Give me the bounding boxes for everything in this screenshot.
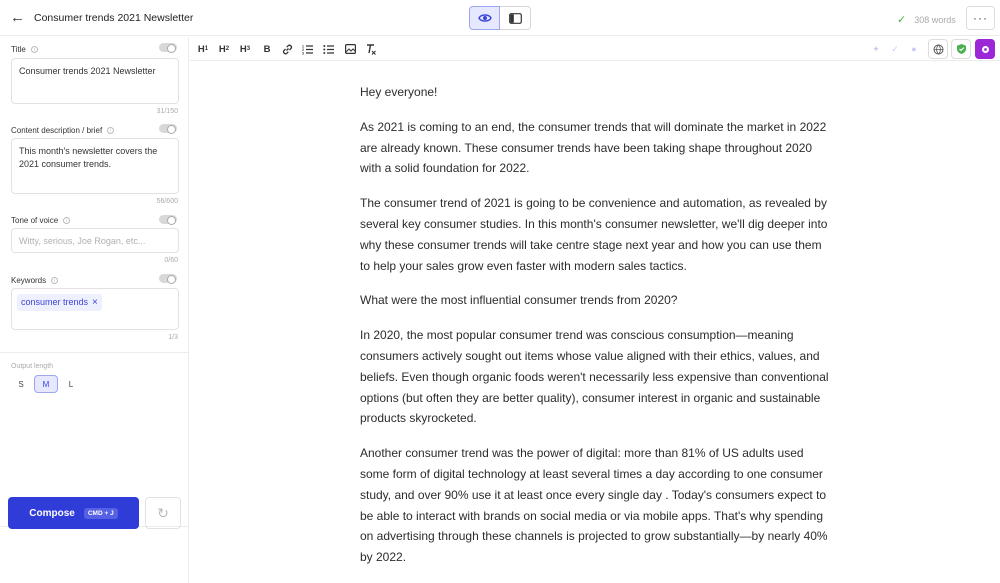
compose-button[interactable]	[8, 497, 139, 529]
length-option-m[interactable]: M	[34, 375, 58, 393]
length-option-s[interactable]: S	[18, 379, 24, 389]
image-icon[interactable]	[343, 41, 357, 57]
heading-1-button[interactable]: H 1	[197, 43, 209, 55]
info-icon[interactable]: i	[31, 46, 38, 53]
length-option-l[interactable]: L	[68, 379, 74, 389]
description-input[interactable]: This month's newsletter covers the 2021 consumer trends.	[11, 138, 179, 194]
paragraph: Another consumer trend was the power of digital: more than 81% of US adults used some form of digital technology at least several times a day according to one consumer study, and over 90% use it at least once every single day . Today's consumers expect to be able to interact with brands on social media or via mobile apps. That's why spending on advertising through these channels is projected to grow substantially—by nearly 40% by 2022.	[360, 446, 828, 565]
top-bar	[0, 0, 1000, 36]
description-toggle[interactable]	[159, 124, 177, 133]
description-label	[11, 126, 114, 135]
shield-icon[interactable]	[951, 39, 971, 59]
keywords-label	[11, 276, 58, 285]
paragraph: The consumer trend of 2021 is going to be convenience and automation, as revealed by several key consumer studies. In this month's consumer newsletter, we'll dig deeper into why these consumer trends will take centre stage next year and how you can use them to help your sales grow even faster with modern sales tactics.	[360, 196, 828, 273]
info-icon[interactable]: i	[63, 217, 70, 224]
preview-mode-button[interactable]	[469, 6, 500, 30]
title-toggle[interactable]	[159, 43, 177, 52]
divider	[0, 352, 189, 353]
tone-counter: 0/60	[164, 257, 178, 264]
clear-format-icon[interactable]	[364, 41, 378, 57]
keywords-label-text: Keywords	[11, 276, 47, 285]
refresh-icon: ↻	[157, 504, 169, 521]
document-title: Consumer trends 2021 Newsletter	[34, 12, 194, 24]
compose-shortcut: CMD + J	[84, 508, 118, 519]
paragraph: Hey everyone!	[360, 85, 438, 99]
heading-2-button[interactable]: H 2	[218, 43, 230, 55]
output-length-options	[11, 375, 81, 393]
more-options-button[interactable]: ···	[966, 6, 995, 30]
word-count: 308 words	[914, 14, 956, 25]
title-label	[11, 45, 38, 54]
assistant-icon[interactable]	[975, 39, 995, 59]
sidebar-layout-icon	[509, 13, 522, 24]
description-counter: 56/600	[156, 198, 178, 205]
output-length-label: Output length	[11, 363, 54, 370]
keyword-chip[interactable]	[17, 294, 102, 311]
pen-icon[interactable]: ✓	[891, 43, 899, 54]
bold-button[interactable]: B	[263, 43, 271, 55]
editor-content[interactable]	[360, 82, 830, 582]
keywords-toggle[interactable]	[159, 274, 177, 283]
paragraph: As 2021 is coming to an end, the consumer trends that will dominate the market in 2022 are already known. These consumer trends have been taking shape throughout 2020 with a solid foundation for 2022.	[360, 119, 827, 176]
check-icon: ✓	[897, 14, 907, 26]
save-status	[897, 13, 956, 26]
description-label-text: Content description / brief	[11, 126, 103, 135]
close-icon[interactable]: ×	[92, 297, 98, 308]
keywords-counter: 1/3	[168, 334, 178, 341]
eye-icon	[478, 13, 492, 23]
ordered-list-icon[interactable]	[301, 41, 315, 57]
keywords-input[interactable]	[11, 288, 179, 330]
globe-icon[interactable]	[928, 39, 948, 59]
paragraph: What were the most influential consumer trends from 2020?	[360, 293, 678, 308]
compose-label: Compose	[29, 507, 75, 519]
bullet-list-icon[interactable]	[322, 41, 336, 57]
title-input[interactable]: Consumer trends 2021 Newsletter	[11, 58, 179, 104]
refresh-button[interactable]	[145, 497, 181, 529]
svg-text:1: 1	[302, 44, 304, 48]
tone-label	[11, 216, 70, 225]
svg-text:2: 2	[302, 47, 304, 52]
link-icon[interactable]	[280, 41, 294, 57]
title-counter: 31/150	[156, 108, 178, 115]
formatting-toolbar	[190, 37, 1000, 61]
tone-input[interactable]: Witty, serious, Joe Rogan, etc...	[11, 228, 179, 253]
paragraph: In 2020, the most popular consumer trend was conscious consumption—meaning consumers actively sought out items whose value aligned with their ethics, values, and beliefs. Even though organic foods weren't necessarily less expensive than conventional options (but often they are better quality), consumer interest in organic and sustainable products skyrocketed.	[360, 328, 829, 426]
split-view-button[interactable]	[500, 6, 531, 30]
sparkle-icon[interactable]: ✦	[872, 43, 880, 54]
info-icon[interactable]: i	[107, 127, 114, 134]
title-label-text: Title	[11, 45, 26, 54]
svg-text:3: 3	[302, 51, 304, 55]
tone-label-text: Tone of voice	[11, 216, 59, 225]
view-toggle	[469, 6, 531, 30]
info-icon[interactable]: i	[51, 277, 58, 284]
keyword-chip-label: consumer trends	[21, 297, 89, 307]
chat-icon[interactable]: ●	[911, 44, 917, 54]
heading-3-button[interactable]: H 3	[239, 43, 251, 55]
back-arrow-icon[interactable]: ←	[10, 9, 25, 26]
tone-toggle[interactable]	[159, 215, 177, 224]
